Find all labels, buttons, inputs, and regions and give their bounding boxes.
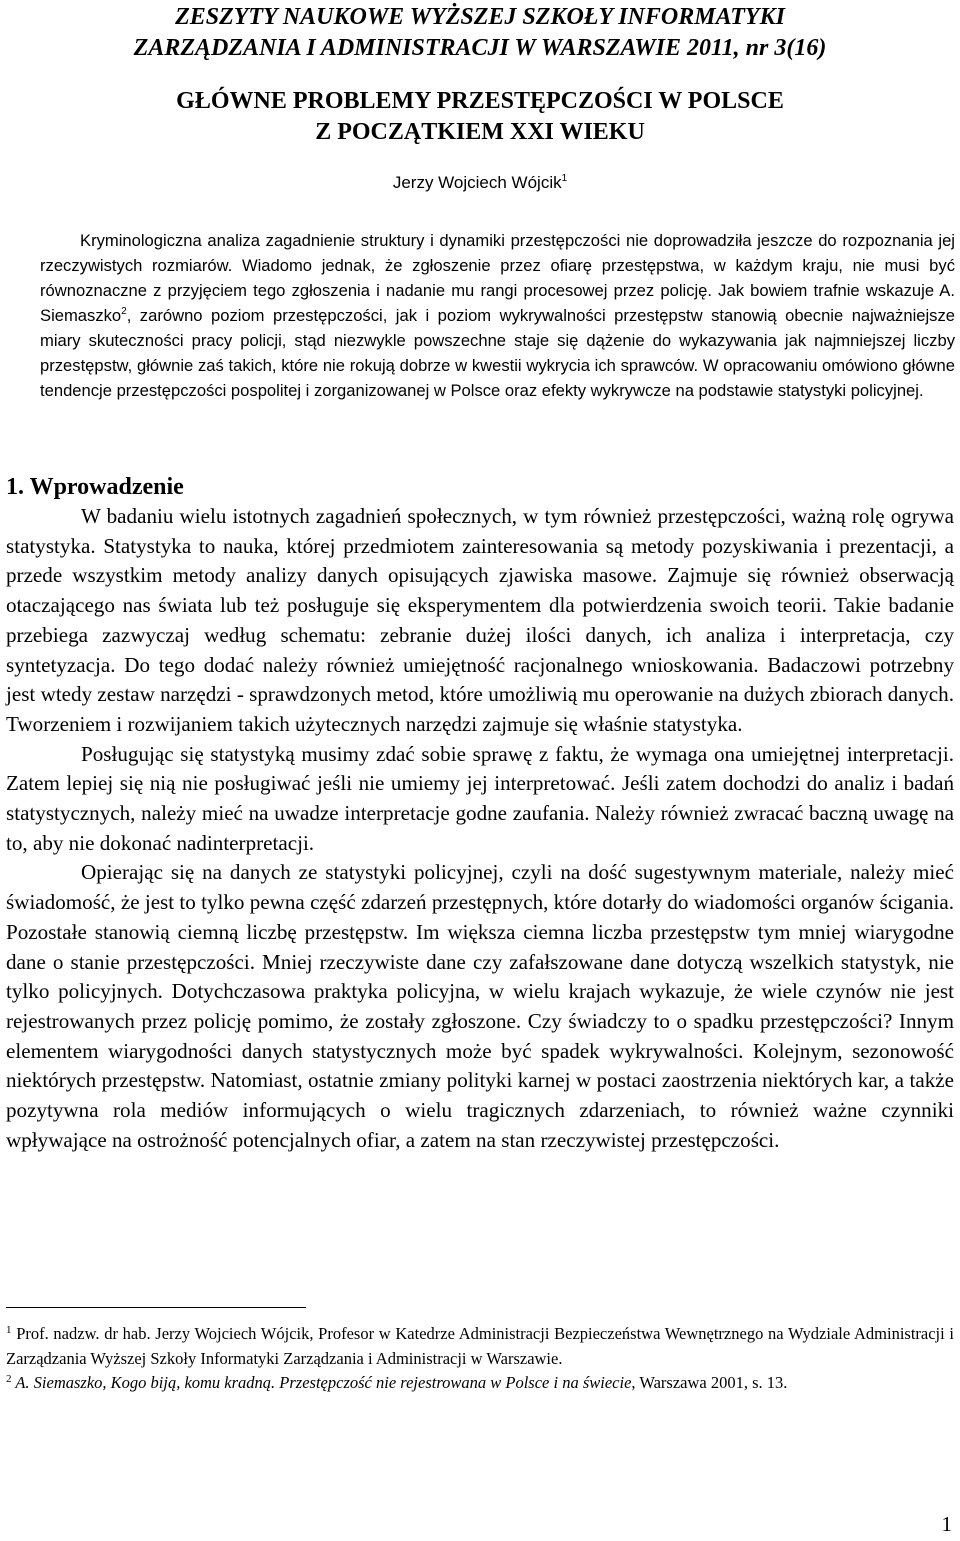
- page-number: 1: [941, 1512, 952, 1536]
- section-heading: 1. Wprowadzenie: [6, 474, 184, 500]
- abstract: [40, 228, 955, 403]
- journal-title-line-1: ZESZYTY NAUKOWE WYŻSZEJ SZKOŁY INFORMATYKI: [175, 4, 785, 30]
- abstract-text-part-1: Kryminologiczna analiza zagadnienie struktury i dynamiki przestępczości nie doprowadziła jeszcze do rozpoznania jej rzeczywistych rozmiarów. Wiadomo jednak, że zgłoszenie przez ofiarę przestępstwa, w każdym kraju, nie musi być równoznaczne z przyjęciem tego zgłoszenia i nadanie mu rangi procesowej przez policję. Jak bowiem trafnie wskazuje A. Siemaszko: [40, 231, 955, 325]
- abstract-footnote-marker[interactable]: 2: [121, 306, 127, 317]
- author-footnote-marker[interactable]: 1: [561, 173, 568, 184]
- footnote-1: [6, 1322, 954, 1371]
- journal-title: [40, 2, 920, 64]
- footnote-1-marker: 1: [6, 1324, 12, 1336]
- body-paragraph-3: Opierając się na danych ze statystyki policyjnej, czyli na dość sugestywnym materiale, należy mieć świadomość, że jest to tylko pewna część zdarzeń przestępnych, które dotarły do wiadomości organów ścigania. Pozostałe stanowią ciemną liczbę przestępstw. Im większa ciemna liczba przestępstw tym mniej wiarygodne dane o stanie przestępczości. Mniej rzeczywiste dane czy zafałszowane dane dotyczą wszelkich statystyk, nie tylko policyjnych. Dotychczasowa praktyka policyjna, w wielu krajach wykazuje, że wiele czynów nie jest rejestrowanych przez policję pomimo, że zostały zgłoszone. Czy świadczy to o spadku przestępczości? Innym elementem wiarygodności danych statystycznych może być spadek wykrywalności. Kolejnym, sezonowość niektórych przestępstw. Natomiast, ostatnie zmiany polityki karnej w postaci zaostrzenia niektórych kar, a także pozytywna rola mediów informujących o wielu tragicznych zdarzeniach, to również ważne czynniki wpływające na ostrożność potencjalnych ofiar, a zatem na stan rzeczywistej przestępczości.: [6, 860, 954, 1152]
- footnote-divider: [6, 1307, 306, 1308]
- footnote-1-text: Prof. nadzw. dr hab. Jerzy Wojciech Wójcik, Profesor w Katedrze Administracji Bezpieczeństwa Wewnętrznego na Wydziale Administracji i Zarządzania Wyższej Szkoły Informatyki Zarządzania i Administracji w Warszawie.: [6, 1324, 954, 1368]
- abstract-text-part-2: , zarówno poziom przestępczości, jak i poziom wykrywalności przestępstw stanowią obecnie najważniejsze miary skuteczności pracy policji, stąd niezwykle powszechne staje się dążenie do wykazywania jak najmniejszej liczby przestępstw, głównie zaś takich, które nie rokują dobrze w kwestii wykrycia ich sprawców. W opracowaniu omówiono główne tendencje przestępczości pospolitej i zorganizowanej w Polsce oraz efekty wykrywcze na podstawie statystyki policyjnej.: [40, 306, 955, 400]
- footnote-2: [6, 1371, 954, 1396]
- footnote-2-text: , Warszawa 2001, s. 13.: [631, 1373, 788, 1392]
- body-paragraph-1: W badaniu wielu istotnych zagadnień społecznych, w tym również przestępczości, ważną rolę ogrywa statystyka. Statystyka to nauka, której przedmiotem zainteresowania są metody pozyskiwania i prezentacji, a przede wszystkim metody analizy danych opisujących zjawiska masowe. Zajmuje się również obserwacją otaczającego nas świata lub też posługuje się eksperymentem dla potwierdzenia swoich teorii. Takie badanie przebiega zazwyczaj według schematu: zebranie dużej ilości danych, ich analiza i interpretacja, czy syntetyzacja. Do tego dodać należy również umiejętność racjonalnego wnioskowania. Badaczowi potrzebny jest wtedy zestaw narzędzi - sprawdzonych metod, które umożliwią mu operowanie na dużych zbiorach danych. Tworzeniem i rozwijaniem takich użytecznych narzędzi zajmuje się właśnie statystyka.: [6, 504, 954, 736]
- article-title: [40, 86, 920, 148]
- footnote-2-marker: 2: [6, 1373, 12, 1385]
- journal-title-line-2: ZARZĄDZANIA I ADMINISTRACJI W WARSZAWIE 2011, nr 3(16): [133, 35, 827, 61]
- article-title-line-1: GŁÓWNE PROBLEMY PRZESTĘPCZOŚCI W POLSCE: [176, 88, 784, 114]
- article-title-line-2: Z POCZĄTKIEM XXI WIEKU: [315, 119, 645, 145]
- author-line: [40, 172, 920, 194]
- author-name: Jerzy Wojciech Wójcik: [392, 173, 562, 192]
- footnote-2-citation-title: A. Siemaszko, Kogo biją, komu kradną. Przestępczość nie rejestrowana w Polsce i na świecie: [11, 1373, 632, 1392]
- body-paragraph-2: Posługując się statystyką musimy zdać sobie sprawę z faktu, że wymaga ona umiejętnej interpretacji. Zatem lepiej się nią nie posługiwać jeśli nie umiemy jej interpretować. Jeśli zatem dochodzi do analiz i badań statystycznych, należy mieć na uwadze interpretacje godne zaufania. Należy również zwracać baczną uwagę na to, aby nie dokonać nadinterpretacji.: [6, 741, 954, 855]
- footnotes: [6, 1322, 954, 1396]
- section-body: [6, 502, 954, 1155]
